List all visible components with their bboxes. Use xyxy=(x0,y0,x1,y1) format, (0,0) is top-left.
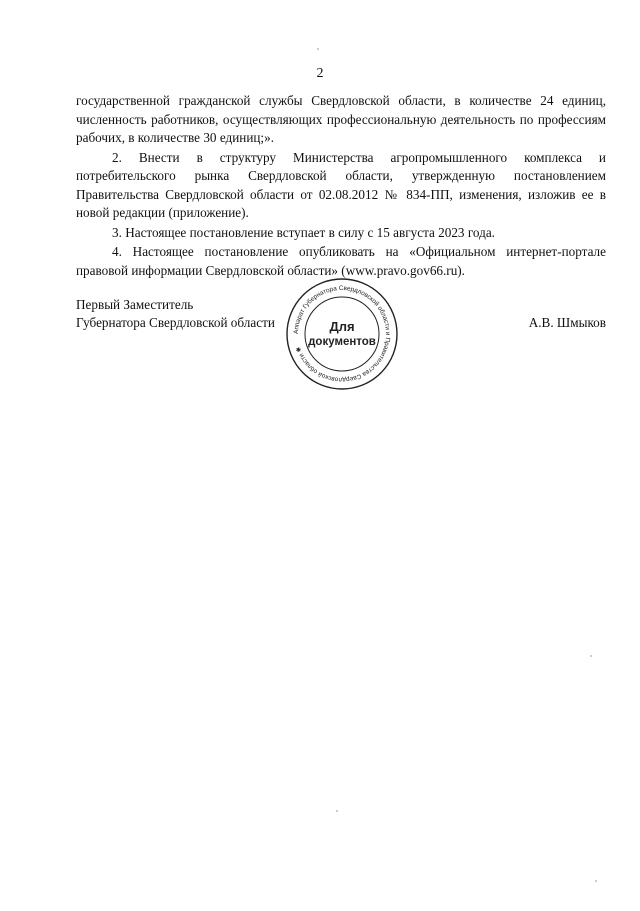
stamp-ring-textpath: Аппарат Губернатора Свердловской области и Правительства Свердловской области ✱ xyxy=(292,284,392,384)
stamp-center-line2: документов xyxy=(308,336,376,348)
scan-speck xyxy=(317,48,319,50)
stamp-inner-ring xyxy=(305,297,379,371)
document-body xyxy=(76,92,606,281)
scan-speck xyxy=(595,880,597,882)
paragraph-item-2: 2. Внести в структуру Министерства агропромышленного комплекса и потребительского рынка Свердловской области, утвержденную постановлением Правительства Свердловской области от 02.08.2012 № 834-ПП, изменения, изложив ее в новой редакции (приложение). xyxy=(76,149,606,220)
stamp-center-line1: Для xyxy=(329,319,355,334)
paragraph-continuation: государственной гражданской службы Свердловской области, в количестве 24 единиц, численность работников, осуществляющих профессиональную деятельность по профессиям рабочих, в количестве 30 единиц;». xyxy=(76,93,606,145)
stamp-ring-text xyxy=(293,285,391,383)
stamp-outer-ring xyxy=(287,279,397,389)
paragraph-item-4: 4. Настоящее постановление опубликовать на «Официальном интернет-портале правовой информации Свердловской области» (www.pravo.gov66.ru). xyxy=(76,244,606,278)
signatory-name: А.В. Шмыков xyxy=(528,315,606,330)
official-stamp xyxy=(284,276,400,392)
paragraph-item-3: 3. Настоящее постановление вступает в силу с 15 августа 2023 года. xyxy=(112,224,495,240)
signatory-title-line1: Первый Заместитель xyxy=(76,297,194,312)
scan-speck xyxy=(336,810,338,812)
scan-speck xyxy=(590,655,592,657)
signatory-title-line2: Губернатора Свердловской области xyxy=(76,315,275,330)
page-number: 2 xyxy=(316,66,324,81)
